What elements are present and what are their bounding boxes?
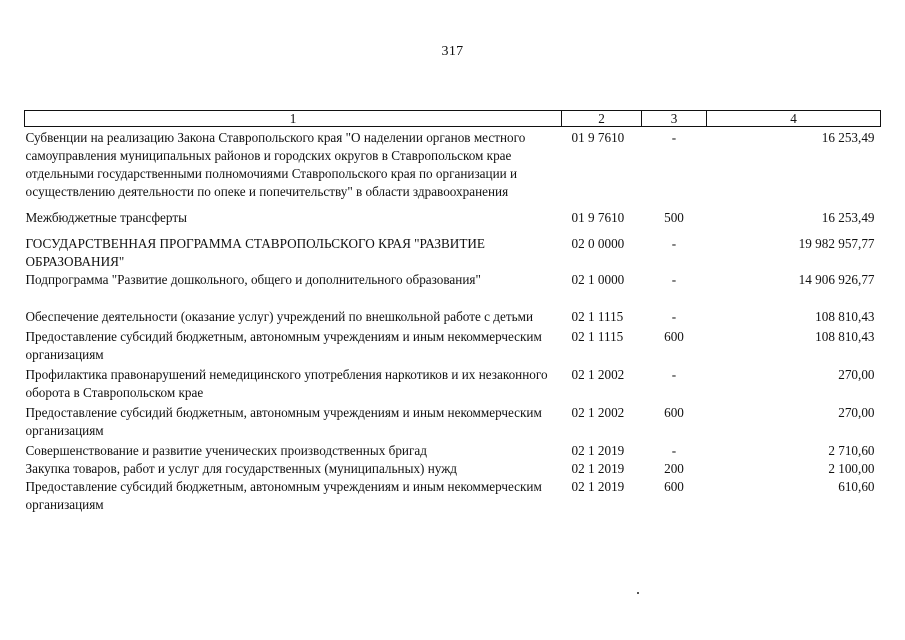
row-code: 02 1 2019 [571, 479, 625, 494]
row-amount: 14 906 926,77 [798, 272, 875, 287]
row-amount: 2 710,60 [828, 443, 875, 458]
row-name: Предоставление субсидий бюджетным, автономным учреждениям и иным некоммерческим организациям [25, 405, 542, 438]
row-type: 600 [664, 479, 684, 494]
row-name: Обеспечение деятельности (оказание услуг) учреждений по внешкольной работе с детьми [25, 309, 534, 324]
row-name: ГОСУДАРСТВЕННАЯ ПРОГРАММА СТАВРОПОЛЬСКОГО КРАЯ "РАЗВИТИЕ ОБРАЗОВАНИЯ" [25, 236, 485, 269]
row-name: Закупка товаров, работ и услуг для государственных (муниципальных) нужд [25, 461, 458, 476]
row-code: 02 1 2002 [571, 405, 625, 420]
table-row [25, 227, 881, 271]
row-code: 02 1 2002 [571, 367, 625, 382]
table-row [25, 289, 881, 326]
row-code: 01 9 7610 [571, 130, 625, 145]
row-type: 200 [664, 461, 684, 476]
row-amount: 16 253,49 [821, 210, 875, 225]
row-amount: 108 810,43 [815, 329, 875, 344]
row-amount: 108 810,43 [815, 309, 875, 324]
row-name: Профилактика правонарушений немедицинского употребления наркотиков и их незаконного оборота в Ставропольском крае [25, 367, 548, 400]
table-body [25, 127, 881, 515]
table-row [25, 364, 881, 402]
row-code: 02 1 1115 [571, 309, 624, 324]
budget-table [24, 110, 881, 514]
table-header-row [25, 111, 881, 127]
page-number: 317 [441, 44, 464, 59]
row-type: - [671, 309, 677, 324]
header-col-2: 2 [562, 111, 642, 127]
row-code: 02 1 0000 [571, 272, 625, 287]
table-header [25, 111, 881, 127]
row-name: Совершенствование и развитие ученических производственных бригад [25, 443, 427, 458]
row-type: - [671, 367, 677, 382]
row-type: - [671, 272, 677, 287]
row-type: 600 [664, 329, 684, 344]
row-code: 02 1 1115 [571, 329, 624, 344]
scan-speck [637, 592, 639, 594]
row-amount: 16 253,49 [821, 130, 875, 145]
table-row [25, 271, 881, 289]
table-row [25, 201, 881, 227]
row-name: Подпрограмма "Развитие дошкольного, общего и дополнительного образования" [25, 272, 481, 287]
row-name: Предоставление субсидий бюджетным, автономным учреждениям и иным некоммерческим организациям [25, 329, 542, 362]
row-type: 500 [664, 210, 684, 225]
table-row [25, 326, 881, 364]
row-amount: 19 982 957,77 [798, 236, 875, 251]
row-name: Предоставление субсидий бюджетным, автономным учреждениям и иным некоммерческим организациям [25, 479, 542, 512]
row-amount: 610,60 [838, 479, 875, 494]
row-type: - [671, 443, 677, 458]
table-row [25, 460, 881, 478]
row-code: 02 0 0000 [571, 236, 625, 251]
row-amount: 270,00 [838, 405, 875, 420]
row-name: Субвенции на реализацию Закона Ставропольского края "О наделении органов местного самоуправления муниципальных районов и городских округов в Ставропольском крае отдельными государственными полномочиями Ставропольского края по организации и осуществлению деятельности по опеке и попечительству" в области здравоохранения [25, 130, 526, 199]
row-code: 02 1 2019 [571, 443, 625, 458]
row-type: 600 [664, 405, 684, 420]
row-type: - [671, 236, 677, 251]
row-code: 02 1 2019 [571, 461, 625, 476]
header-col-4: 4 [707, 111, 881, 127]
table-row [25, 127, 881, 202]
row-amount: 2 100,00 [828, 461, 875, 476]
table-row [25, 440, 881, 460]
row-name: Межбюджетные трансферты [25, 210, 187, 225]
row-type: - [671, 130, 677, 145]
table-row [25, 478, 881, 514]
row-amount: 270,00 [838, 367, 875, 382]
table-row [25, 402, 881, 440]
row-code: 01 9 7610 [571, 210, 625, 225]
header-col-3: 3 [642, 111, 707, 127]
header-col-1: 1 [25, 111, 562, 127]
